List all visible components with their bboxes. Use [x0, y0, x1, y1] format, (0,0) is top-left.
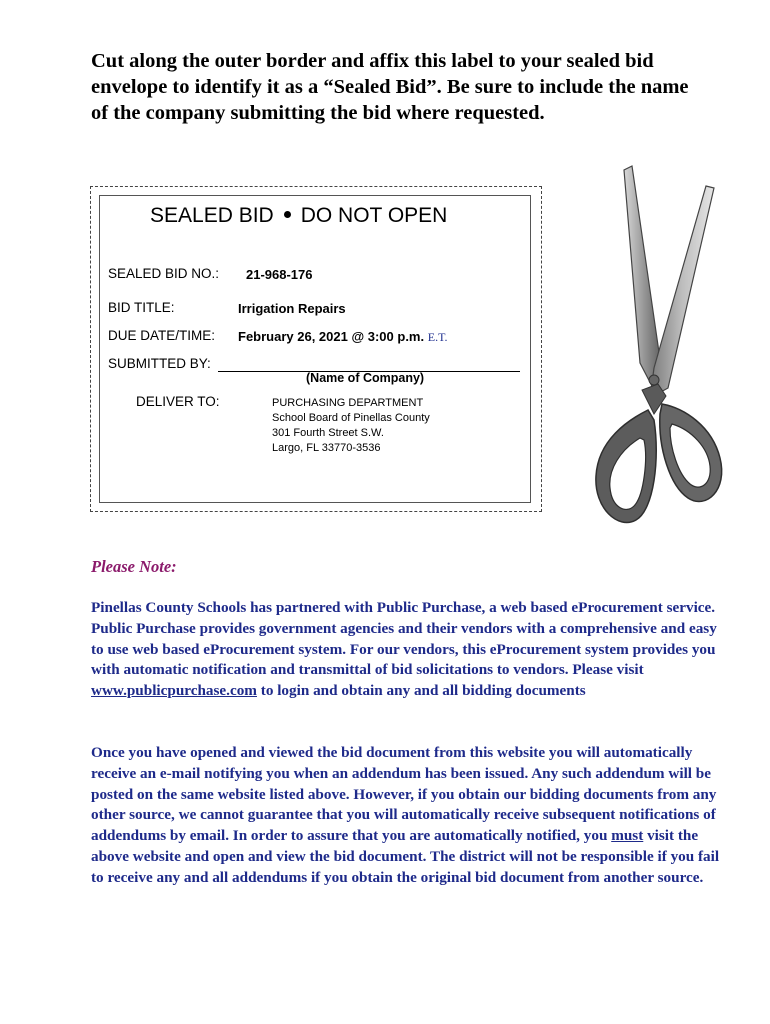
bid-no-label: SEALED BID NO.: — [108, 266, 220, 281]
scissors-icon — [588, 158, 728, 548]
label-title-right: DO NOT OPEN — [300, 204, 448, 227]
instructions-text: Cut along the outer border and affix this label to your sealed bid envelope to identify it as a “Sealed Bid”. Be sure to include the name of the company submitting the bid where requested. — [91, 50, 689, 124]
publicpurchase-link[interactable]: www.publicpurchase.com — [91, 682, 257, 700]
address-line: 301 Fourth Street S.W. — [272, 427, 384, 439]
due-value — [238, 329, 448, 345]
due-date-time: February 26, 2021 @ 3:00 p.m. — [238, 329, 425, 344]
deliver-to-label: DELIVER TO: — [136, 394, 220, 409]
label-title — [150, 204, 447, 228]
note-paragraph-1-end: to login and obtain any and all bidding documents — [256, 682, 586, 700]
note-heading: Please Note: — [91, 557, 177, 576]
due-label: DUE DATE/TIME: — [108, 328, 216, 343]
label-title-left: SEALED BID — [150, 204, 274, 227]
company-name-caption: (Name of Company) — [306, 371, 425, 385]
note-paragraph-1-text: Pinellas County Schools has partnered with Public Purchase, a web based eProcurement service. Public Purchase provides government agencies and their vendors with a comprehensive and easy to use web based eProcurement system. For our vendors, this eProcurement system provides you with automatic notification and transmittal of bid solicitations to vendors. Please visit — [91, 599, 717, 679]
note-paragraph-2 — [91, 743, 731, 889]
submitted-by-label: SUBMITTED BY: — [108, 356, 211, 371]
address-line: School Board of Pinellas County — [272, 412, 430, 424]
note-paragraph-2-text: Once you have opened and viewed the bid document from this website you will automatically receive an e-mail notifying you when an addendum has been issued. Any such addendum will be posted on the same website listed above. However, if you obtain our bidding documents from any other source, we cannot guarantee that you will automatically receive subsequent notifications of addendums by email. In order to assure that you are automatically notified, you — [91, 744, 717, 845]
label-inner-border — [99, 195, 531, 503]
address-line: Largo, FL 33770-3536 — [272, 442, 381, 454]
delivery-address — [272, 396, 430, 456]
bid-title-value: Irrigation Repairs — [238, 301, 346, 316]
due-timezone: E.T. — [427, 330, 448, 344]
note-paragraph-1 — [91, 598, 731, 702]
bid-no-value: 21-968-176 — [246, 267, 313, 282]
must-emphasis: must — [611, 827, 644, 845]
note-paragraph-2-end: visit the above website and open and view the bid document. The district will not be responsible if you fail to receive any and all addendums if you obtain the original bid document from another source. — [91, 827, 720, 886]
bullet-icon — [284, 211, 291, 218]
address-line: PURCHASING DEPARTMENT — [272, 397, 424, 409]
bid-title-label: BID TITLE: — [108, 300, 175, 315]
